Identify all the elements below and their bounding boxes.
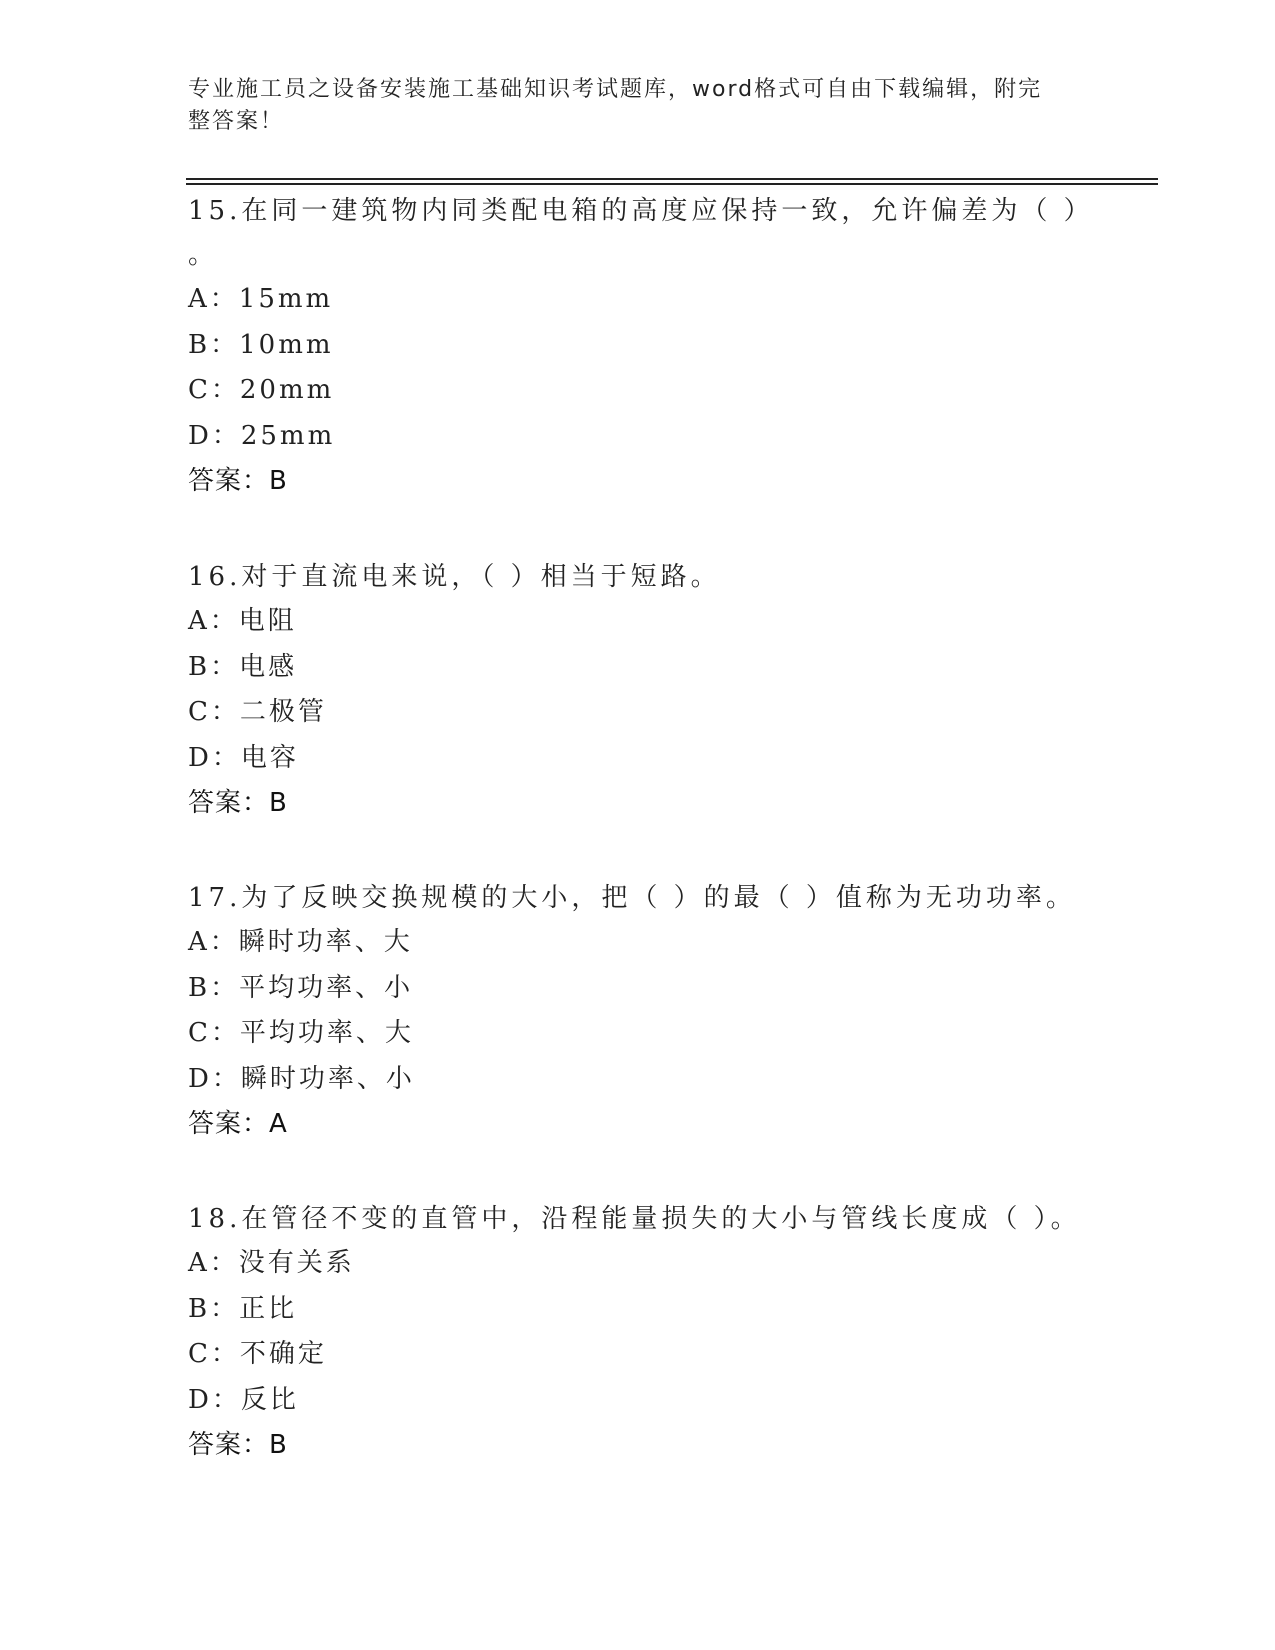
header-divider-bottom bbox=[186, 183, 1158, 185]
option-c: C：平均功率、大 bbox=[188, 1018, 414, 1048]
question-15 bbox=[188, 189, 1108, 503]
document-header bbox=[188, 74, 1068, 138]
question-title: 16.对于直流电来说，（ ）相当于短路。 bbox=[188, 562, 721, 592]
header-line-2: 整答案！ bbox=[188, 109, 285, 134]
question-title: 17.为了反映交换规模的大小，把（ ）的最（ ）值称为无功功率。 bbox=[188, 883, 1076, 913]
header-line-1: 专业施工员之设备安装施工基础知识考试题库，word格式可自由下载编辑，附完 bbox=[188, 77, 1043, 102]
answer: 答案：A bbox=[188, 1109, 288, 1139]
question-title: 18.在管径不变的直管中，沿程能量损失的大小与管线长度成（ ）。 bbox=[188, 1204, 1081, 1234]
option-d: D：瞬时功率、小 bbox=[188, 1063, 415, 1094]
option-b: B：10mm bbox=[188, 329, 334, 360]
answer: 答案：B bbox=[188, 788, 288, 818]
option-a: A：15mm bbox=[188, 284, 334, 314]
option-a: A：电阻 bbox=[188, 606, 297, 636]
question-16 bbox=[188, 555, 1108, 825]
option-d: D：电容 bbox=[188, 742, 299, 773]
option-b: B：正比 bbox=[188, 1293, 298, 1324]
option-b: B：平均功率、小 bbox=[188, 972, 414, 1003]
option-a: A：没有关系 bbox=[188, 1248, 355, 1278]
answer: 答案：B bbox=[188, 1430, 288, 1460]
option-d: D：反比 bbox=[188, 1384, 299, 1415]
option-a: A：瞬时功率、大 bbox=[188, 927, 413, 957]
option-c: C：二极管 bbox=[188, 697, 327, 727]
question-18 bbox=[188, 1197, 1108, 1467]
option-b: B：电感 bbox=[188, 651, 298, 682]
question-title-continuation: 。 bbox=[188, 240, 219, 270]
option-d: D：25mm bbox=[188, 420, 336, 451]
option-c: C：20mm bbox=[188, 375, 335, 405]
option-c: C：不确定 bbox=[188, 1339, 327, 1369]
question-title: 15.在同一建筑物内同类配电箱的高度应保持一致，允许偏差为（ ） bbox=[188, 196, 1094, 226]
header-divider-top bbox=[186, 178, 1158, 180]
answer: 答案：B bbox=[188, 466, 288, 496]
question-17 bbox=[188, 876, 1108, 1146]
